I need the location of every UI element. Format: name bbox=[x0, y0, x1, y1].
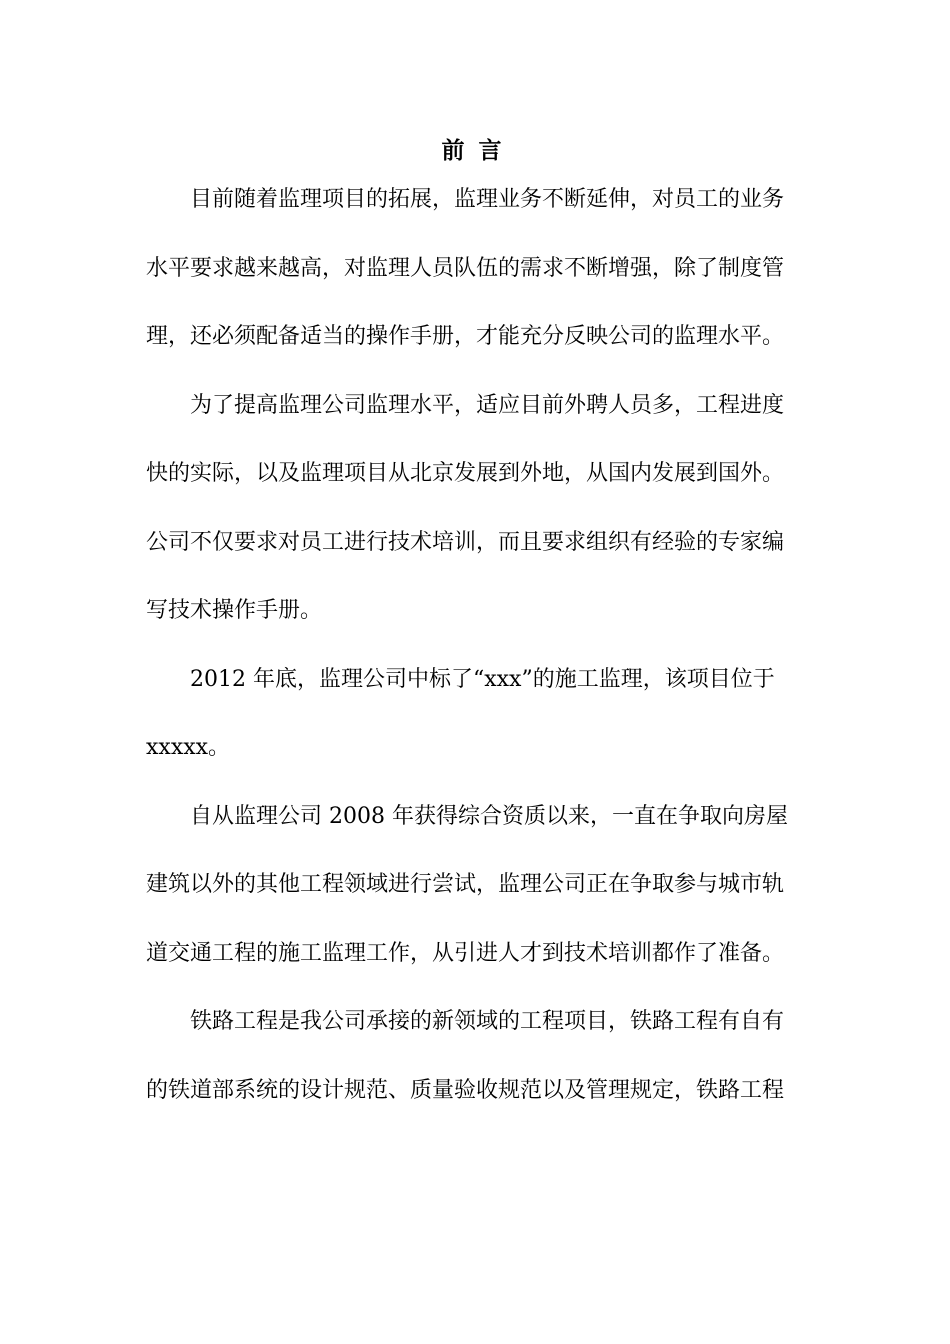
paragraph-line: 自从监理公司 2008 年获得综合资质以来，一直在争取向房屋 bbox=[190, 803, 788, 829]
paragraph-line: 公司不仅要求对员工进行技术培训，而且要求组织有经验的专家编 bbox=[146, 529, 785, 555]
paragraph-line: 快的实际，以及监理项目从北京发展到外地，从国内发展到国外。 bbox=[146, 461, 785, 486]
paragraph-line: 建筑以外的其他工程领域进行尝试，监理公司正在争取参与城市轨 bbox=[146, 872, 785, 897]
paragraph-5 bbox=[146, 988, 806, 1125]
paragraph-line: 铁路工程是我公司承接的新领域的工程项目，铁路工程有自有 bbox=[190, 1009, 785, 1034]
paragraph-line: 2012 年底，监理公司中标了“xxx”的施工监理，该项目位于 bbox=[190, 666, 775, 692]
paragraph-line: 为了提高监理公司监理水平，适应目前外聘人员多，工程进度 bbox=[190, 392, 785, 418]
paragraph-line: 道交通工程的施工监理工作，从引进人才到技术培训都作了准备。 bbox=[146, 940, 785, 966]
paragraph-4 bbox=[146, 783, 806, 989]
paragraph-line: xxxxx。 bbox=[146, 735, 231, 760]
paragraph-line: 理，还必须配备适当的操作手册，才能充分反映公司的监理水平。 bbox=[146, 324, 785, 349]
page-title: 前言 bbox=[441, 137, 516, 164]
paragraph-line: 水平要求越来越高，对监理人员队伍的需求不断增强，除了制度管 bbox=[146, 255, 785, 281]
paragraph-line: 目前随着监理项目的拓展，监理业务不断延伸，对员工的业务 bbox=[190, 187, 785, 212]
paragraph-2 bbox=[146, 372, 806, 646]
document-body bbox=[146, 166, 806, 1125]
paragraph-line: 写技术操作手册。 bbox=[146, 598, 323, 623]
paragraph-1 bbox=[146, 166, 806, 372]
paragraph-line: 的铁道部系统的设计规范、质量验收规范以及管理规定，铁路工程 bbox=[146, 1077, 785, 1103]
paragraph-3 bbox=[146, 646, 806, 783]
